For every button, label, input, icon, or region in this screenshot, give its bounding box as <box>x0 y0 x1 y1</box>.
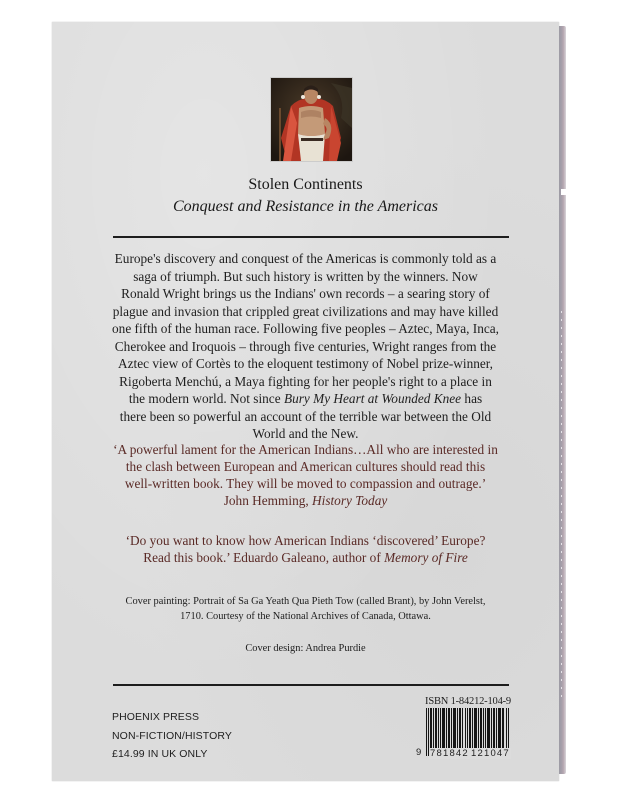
isbn-label: ISBN 1-84212-104-9 <box>425 696 511 707</box>
quote-line: ‘A powerful lament for the American Indians…All who are interested in <box>113 442 498 457</box>
book-title: Stolen Continents <box>248 176 363 193</box>
portrait-painting-icon <box>271 78 352 161</box>
blurb-line: Europe's discovery and conquest of the Americas is commonly told as a <box>114 251 497 266</box>
blurb-line: Aztec view of Cortès to the eloquent testimony of Nobel prize-winner, <box>118 356 493 371</box>
barcode-group-1: 781842 <box>430 748 469 759</box>
quote-line: the clash between European and American cultures should read this <box>125 459 486 474</box>
review-quote-galeano <box>92 532 519 566</box>
quote-line: ‘Do you want to know how American Indians ‘discovered’ Europe? <box>125 533 486 548</box>
genre-label: NON-FICTION/HISTORY <box>112 729 232 742</box>
quote-author: Read this book.’ Eduardo Galeano, author of <box>143 550 385 565</box>
blurb-line: there been so powerful an account of the terrible war between the Old <box>119 408 492 424</box>
blurb-line: World and the New. <box>252 426 359 441</box>
book-subtitle: Conquest and Resistance in the Americas <box>173 198 438 215</box>
referenced-book-title: Bury My Heart at Wounded Knee <box>283 391 462 406</box>
blurb-line: Rigoberta Menchú, a Maya fighting for her people's right to a place in <box>119 373 492 389</box>
spine-notch <box>561 189 567 195</box>
blurb-line: plague and invasion that crippled great civilizations and may have killed <box>112 303 499 319</box>
review-quote-hemming <box>92 441 519 509</box>
blurb-line: Cherokee and Iroquois – through five centuries, Wright ranges from the <box>114 338 497 354</box>
cover-portrait-image <box>270 77 353 162</box>
publisher-name: PHOENIX PRESS <box>112 711 200 723</box>
blurb-line: Ronald Wright brings us the Indians' own records – a searing story of <box>121 286 490 301</box>
book-back-cover <box>52 22 559 781</box>
top-divider <box>113 236 509 238</box>
spine-lettering <box>561 311 562 701</box>
credit-line: Cover design: Andrea Purdie <box>245 643 366 654</box>
barcode-lead-digit: 9 <box>416 747 423 758</box>
quote-author: John Hemming, <box>223 493 313 508</box>
barcode-group-2: 121047 <box>471 748 510 759</box>
credit-line: 1710. Courtesy of the National Archives of Canada, Ottawa. <box>180 611 431 622</box>
quote-line: well-written book. They will be moved to compassion and outrage.’ <box>124 476 487 491</box>
bottom-divider <box>113 684 509 686</box>
quote-source: Memory of Fire <box>384 550 468 565</box>
cover-design-credit <box>92 641 519 656</box>
credit-line: Cover painting: Portrait of Sa Ga Yeath Qua Pieth Tow (called Brant), by John Verelst, <box>125 596 486 607</box>
blurb-line <box>92 390 519 408</box>
blurb-line: saga of triumph. But such history is written by the winners. Now <box>133 268 478 284</box>
cover-painting-credit <box>92 594 519 624</box>
blurb-text: the modern world. Not since <box>128 391 284 406</box>
quote-line <box>92 549 519 566</box>
quote-source: History Today <box>312 493 388 508</box>
blurb-line: one fifth of the human race. Following five peoples – Aztec, Maya, Inca, <box>112 321 499 336</box>
publisher-info <box>112 708 232 764</box>
book-blurb <box>92 250 519 443</box>
blurb-text: has <box>461 391 483 406</box>
price-label: £14.99 IN UK ONLY <box>112 748 208 760</box>
quote-attribution <box>92 492 519 509</box>
